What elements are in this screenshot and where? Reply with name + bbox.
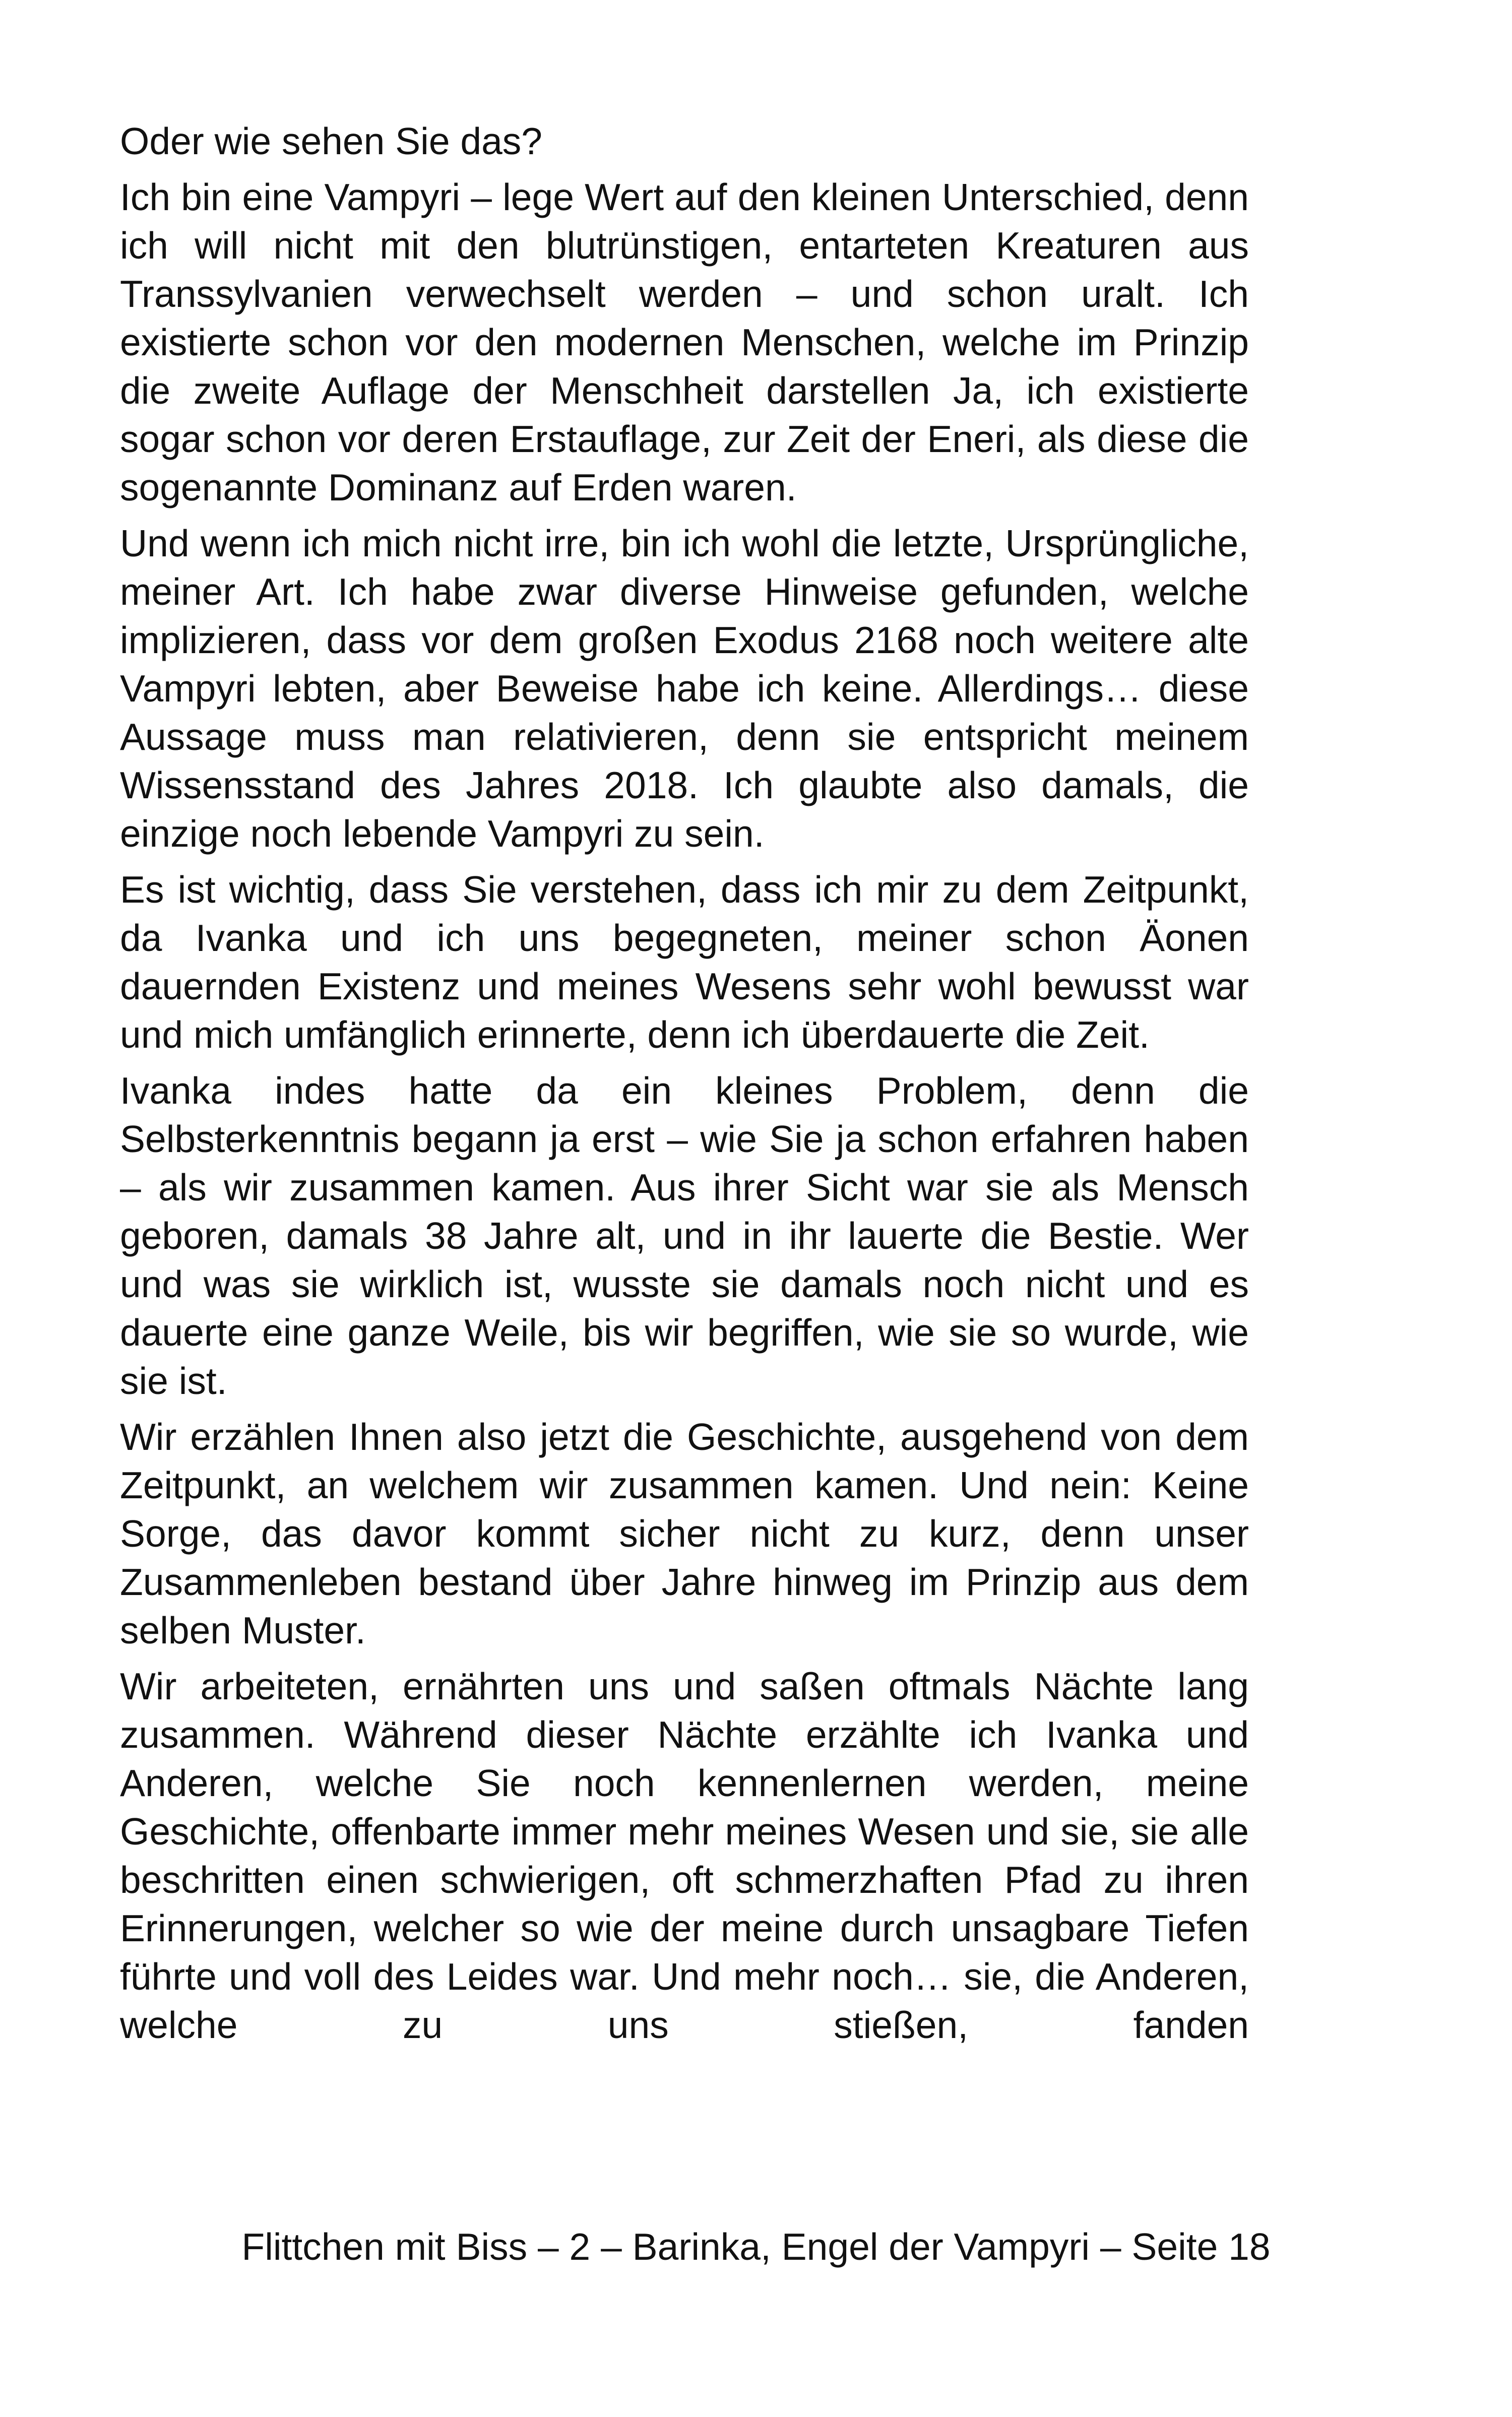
paragraph-2: Ich bin eine Vampyri – lege Wert auf den kleinen Unterschied, denn ich will nicht mit den blutrünstigen, entarteten Kreaturen aus Transsylvanien verwechselt werden – und schon uralt. Ich existierte schon vor den modernen Menschen, welche im Prinzip die zweite Auflage der Menschheit darstellen Ja, ich existierte sogar schon vor deren Erstauflage, zur Zeit der Eneri, als diese die sogenannte Dominanz auf Erden waren.: [120, 176, 1249, 508]
paragraph-5: Ivanka indes hatte da ein kleines Problem, denn die Selbsterkenntnis begann ja erst – wie Sie ja schon erfahren haben – als wir zusammen kamen. Aus ihrer Sicht war sie als Mensch geboren, damals 38 Jahre alt, und in ihr lauerte die Bestie. Wer und was sie wirklich ist, wusste sie damals noch nicht und es dauerte eine ganze Weile, bis wir begriffen, wie sie so wurde, wie sie ist.: [120, 1069, 1249, 1402]
paragraph-1: Oder wie sehen Sie das?: [120, 120, 543, 162]
paragraph-3: Und wenn ich mich nicht irre, bin ich wohl die letzte, Ursprüngliche, meiner Art. Ich habe zwar diverse Hinweise gefunden, welche implizieren, dass vor dem großen Exodus 2168 noch weitere alte Vampyri lebten, aber Beweise habe ich keine. Allerdings… diese Aussage muss man relativieren, denn sie entspricht meinem Wissensstand des Jahres 2018. Ich glaubte also damals, die einzige noch lebende Vampyri zu sein.: [120, 522, 1249, 855]
paragraph-7: Wir arbeiteten, ernährten uns und saßen oftmals Nächte lang zusammen. Während dieser Nächte erzählte ich Ivanka und Anderen, welche Sie noch kennenlernen werden, meine Geschichte, offenbarte immer mehr meines Wesen und sie, sie alle beschritten einen schwierigen, oft schmerzhaften Pfad zu ihren Erinnerungen, welcher so wie der meine durch unsagbare Tiefen führte und voll des Leides war. Und mehr noch… sie, die Anderen, welche zu uns stießen, fanden: [120, 1665, 1249, 2046]
page-footer: Flittchen mit Biss – 2 – Barinka, Engel der Vampyri – Seite 18: [241, 2225, 1271, 2268]
page-body-text: [120, 117, 1249, 2057]
paragraph-4: Es ist wichtig, dass Sie verstehen, dass ich mir zu dem Zeitpunkt, da Ivanka und ich uns begegneten, meiner schon Äonen dauernden Existenz und meines Wesens sehr wohl bewusst war und mich umfänglich erinnerte, denn ich überdauerte die Zeit.: [120, 868, 1249, 1056]
paragraph-6: Wir erzählen Ihnen also jetzt die Geschichte, ausgehend von dem Zeitpunkt, an welchem wir zusammen kamen. Und nein: Keine Sorge, das davor kommt sicher nicht zu kurz, denn unser Zusammenleben bestand über Jahre hinweg im Prinzip aus dem selben Muster.: [120, 1416, 1249, 1651]
